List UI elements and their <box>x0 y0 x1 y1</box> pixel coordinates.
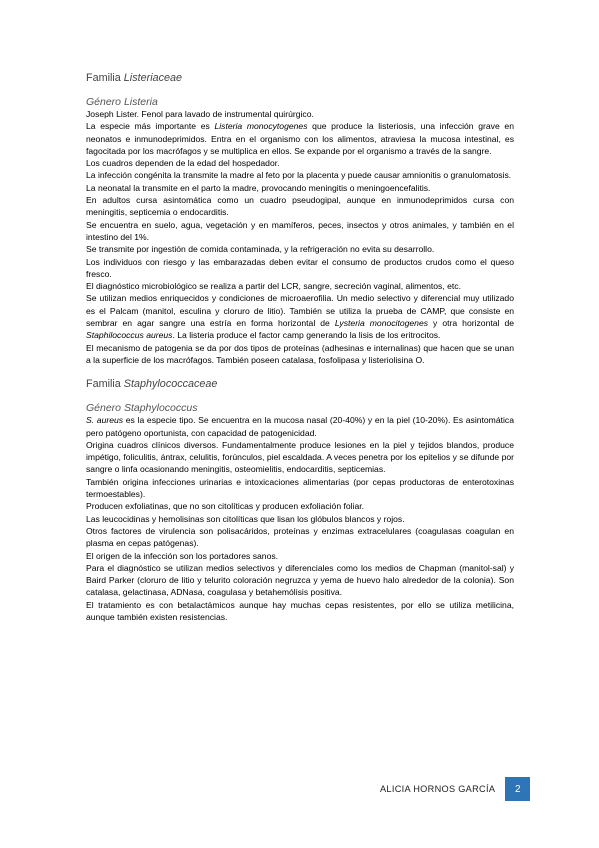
paragraph: El origen de la infección son los portadores sanos. <box>86 550 279 561</box>
paragraph: El tratamiento es con betalactámicos aunque hay muchas cepas resistentes, por ello se utiliza metilicina, aunque también existen resistencias. <box>86 599 514 622</box>
document-body <box>86 72 514 623</box>
author-name: ALICIA HORNOS GARCÍA <box>380 784 496 794</box>
paragraph: Origina cuadros clínicos diversos. Fundamentalmente produce lesiones en la piel y tejidos blandos, produce impétigo, foliculitis, ántrax, celulitis, forúnculos, piel escaldada. A veces penetra por los epitelios y se difunde por sangre o linfa ocasionando meningitis, osteomielitis, endocarditis, septicemias. <box>86 439 514 475</box>
family-heading <box>86 378 514 390</box>
page-footer <box>380 776 530 802</box>
paragraph: Joseph Lister. Fenol para lavado de instrumental quirúrgico. <box>86 109 314 119</box>
genus-heading: Género Listeria <box>86 96 158 108</box>
paragraph: La especie más importante es Listeria monocytogenes que produce la listeriosis, una infección grave en neonatos e inmunodeprimidos. Entra en el organismo con los alimentos, atraviesa la mucosa intestinal, es fagocitada por los macrófagos y se multiplica en ellos. Se expande por el organismo a través de la sangre. <box>86 121 514 156</box>
family-heading <box>86 72 514 84</box>
family-name: Listeriaceae <box>123 72 183 84</box>
paragraph: Se encuentra en suelo, agua, vegetación y en mamíferos, peces, insectos y otros animales, y también en el intestino del 1%. <box>86 219 514 242</box>
paragraph: Para el diagnóstico se utilizan medios selectivos y diferenciales como los medios de Chapman (manitol-sal) y Baird Parker (cloruro de litio y telurito coloración negruzca y yema de huevo halo alrededor de la colonia). Son catalasa, gelactinasa, ADNasa, coagulasa y betahemólisis positiva. <box>86 562 514 598</box>
paragraph: Producen exfoliatinas, que no son citolíticas y producen exfoliación foliar. <box>86 501 365 512</box>
page-number: 2 <box>505 777 530 801</box>
paragraph: Se utilizan medios enriquecidos y condiciones de microaerofilia. Un medio selectivo y diferencial muy utilizado es el Palcam (manitol, esculina y cloruro de litio). También se utiliza la prueba de CAMP, que consiste en sembrar en agar sangre una estría en forma horizontal de Lysteria monocitogenes y otra horizontal de Staphilococcus aureus. La listeria produce el factor camp generando la lisis de los eritrocitos. <box>86 293 515 341</box>
genus-heading: Género Staphylococcus <box>86 402 198 415</box>
family-label: Familia <box>86 378 121 391</box>
paragraph: La infección congénita la transmite la madre al feto por la placenta y puede causar amnionitis o granulomatosis. <box>86 170 512 181</box>
paragraph: También origina infecciones urinarias e intoxicaciones alimentarias (por cepas productoras de enterotoxinas termoestables). <box>86 476 514 500</box>
paragraph: El diagnóstico microbiológico se realiza a partir del LCR, sangre, secreción vaginal, alimentos, etc. <box>86 281 461 292</box>
paragraph: Los individuos con riesgo y las embarazadas deben evitar el consumo de productos crudos como el queso fresco. <box>86 256 514 279</box>
family-label: Familia <box>86 72 121 84</box>
paragraph: La neonatal la transmite en el parto la madre, provocando meningitis o meningoencefalitis. <box>86 182 431 193</box>
paragraph: S. aureus es la especie tipo. Se encuentra en la mucosa nasal (20-40%) y en la piel (10-20%). Es asintomática pero patógeno oportunista, con capacidad de patogenicidad. <box>86 415 514 438</box>
paragraph: El mecanismo de patogenia se da por dos tipos de proteínas (adhesinas e internalinas) que hacen que se unan a la superficie de los macrófagos. También poseen catalasa, fosfolipasa y listeriolisina O. <box>86 342 514 365</box>
family-name: Staphylococcaceae <box>123 378 218 391</box>
paragraph: Los cuadros dependen de la edad del hospedador. <box>86 158 280 169</box>
paragraph: Las leucocidinas y hemolisinas son citolíticas que lisan los glóbulos blancos y rojos. <box>86 513 405 524</box>
paragraph: En adultos cursa asintomática como un cuadro pseudogipal, aunque en inmunodeprimidos cursa con meningitis, septicemia o endocarditis. <box>86 195 514 218</box>
paragraph: Se transmite por ingestión de comida contaminada, y la refrigeración no evita su desarrollo. <box>86 244 435 255</box>
paragraph: Otros factores de virulencia son polisacáridos, proteínas y enzimas extracelulares (coagulasas coagulan en plasma en cepas patógenas). <box>86 525 514 549</box>
